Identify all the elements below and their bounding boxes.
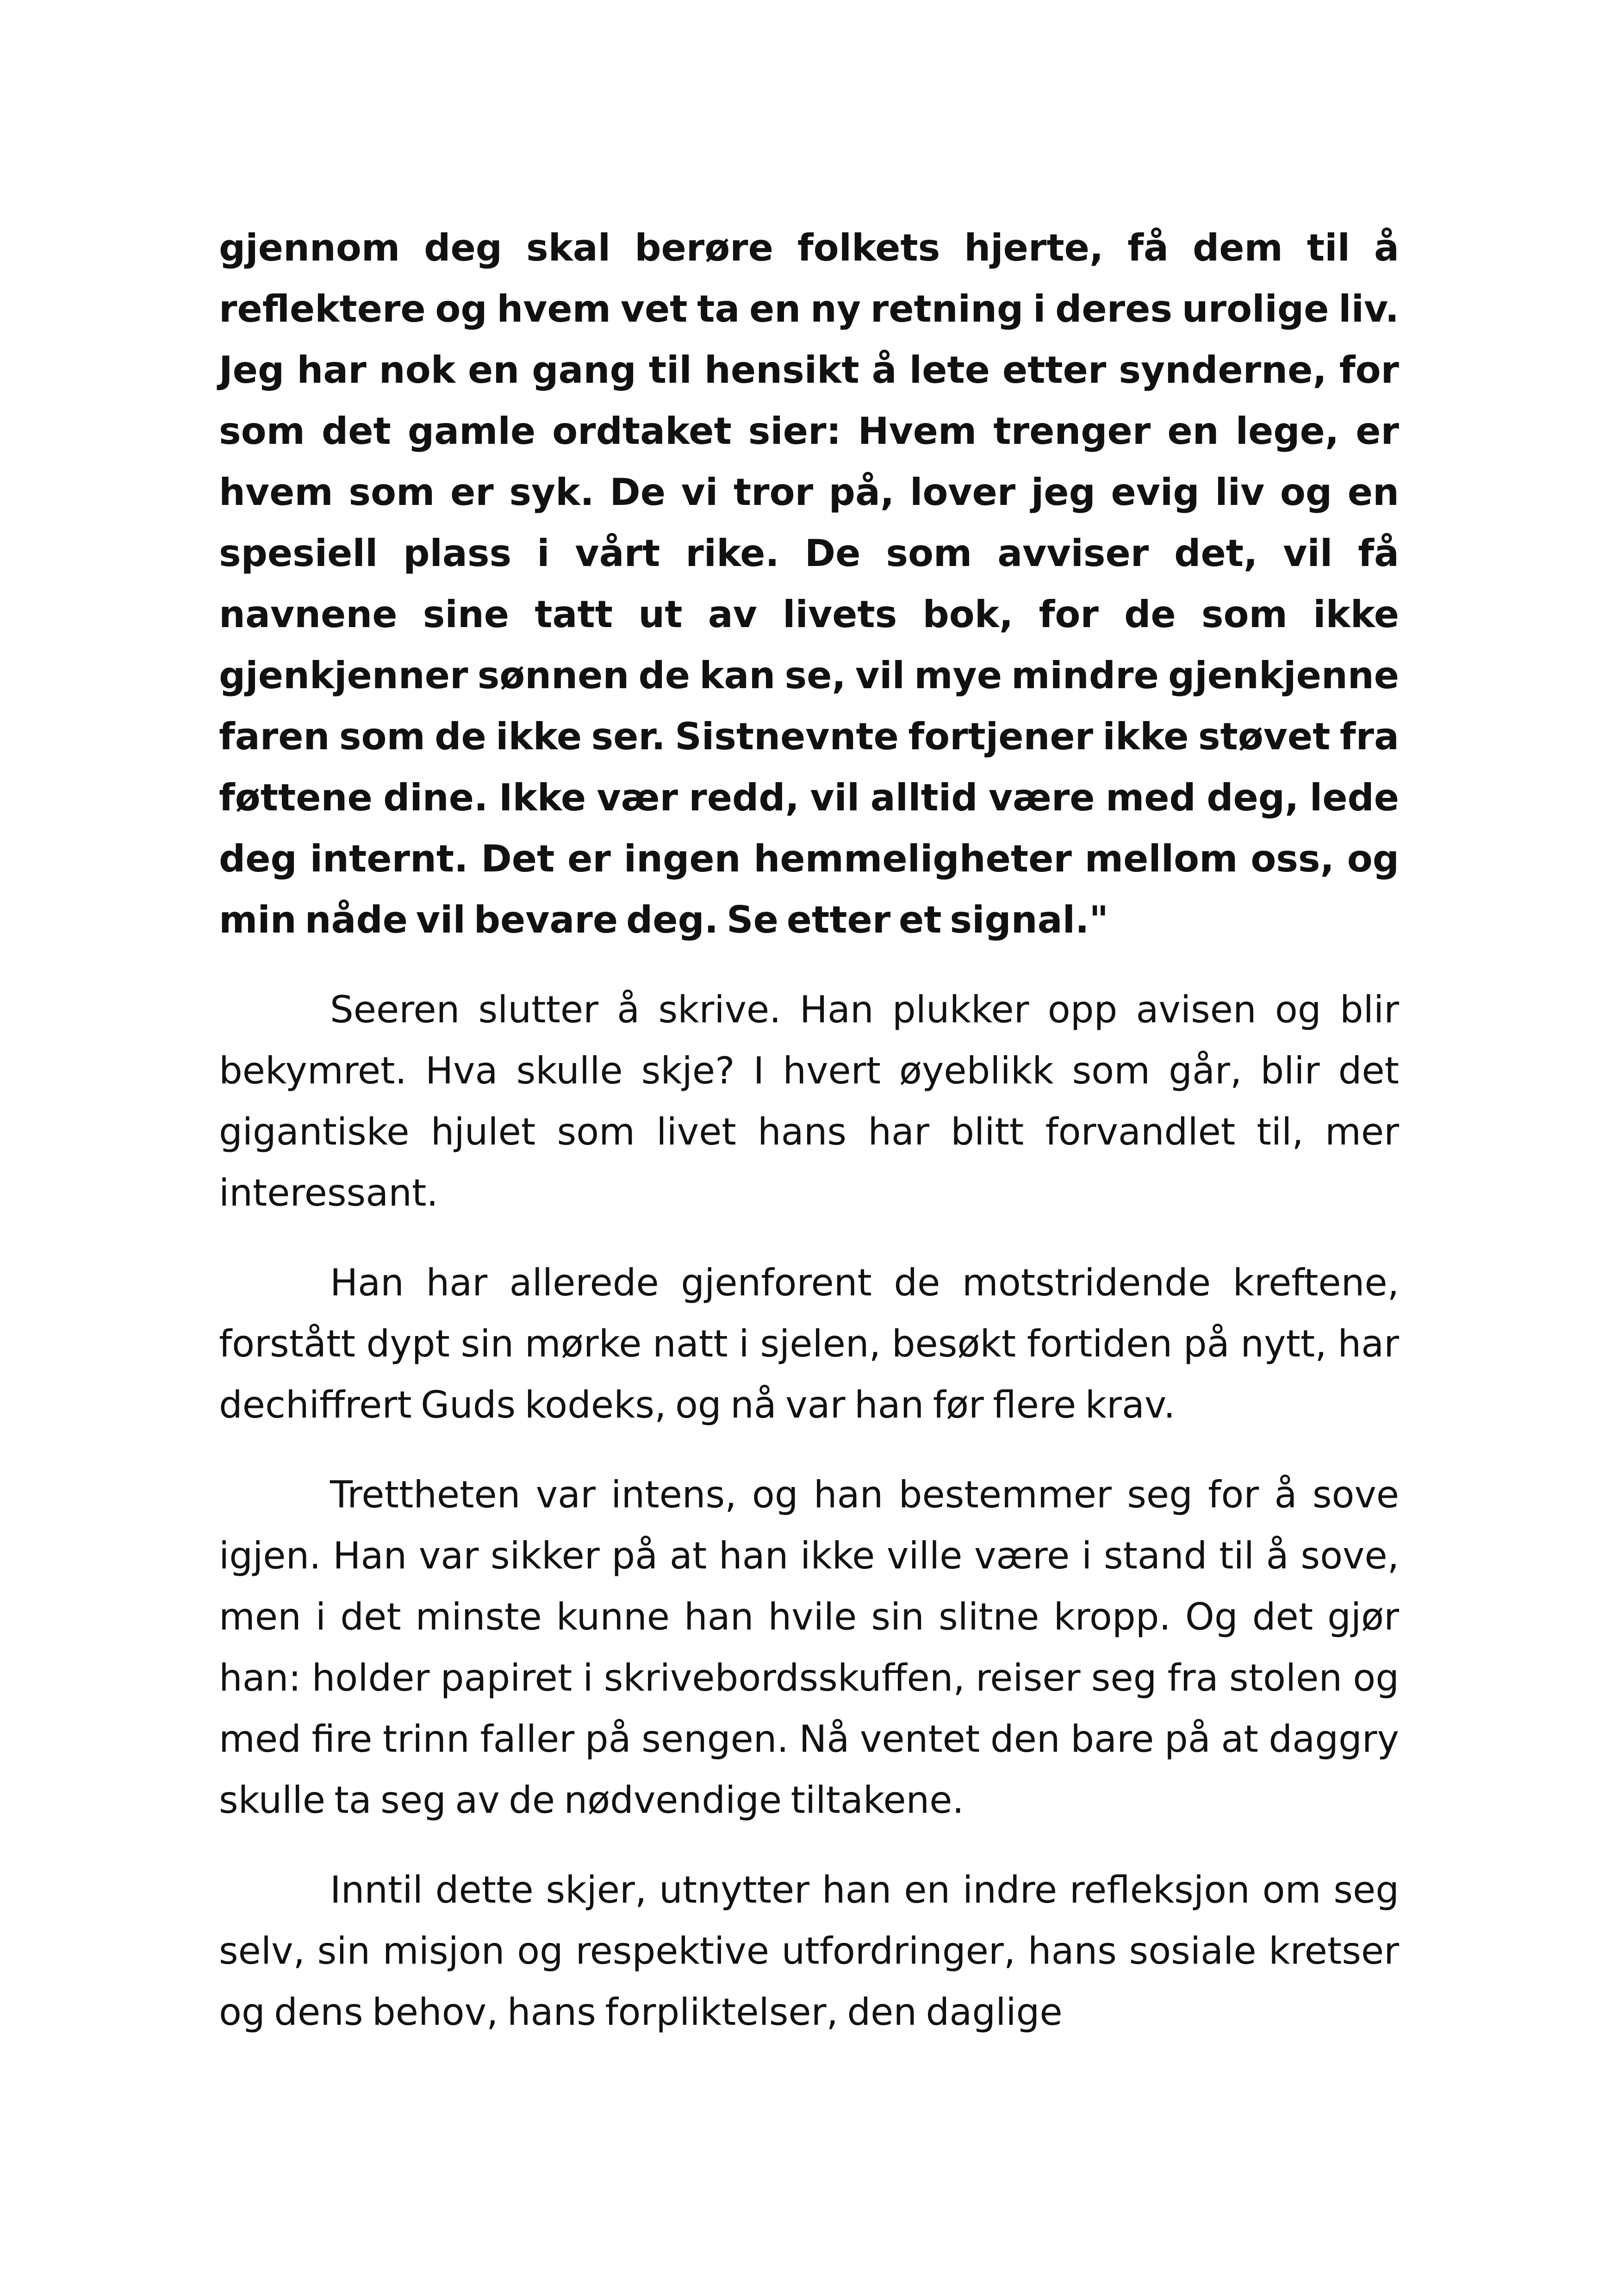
- paragraph-reunited-forces: Han har allerede gjenforent de motstridende kreftene, forstått dypt sin mørke natt i sjelen, besøkt fortiden på nytt, har dechiffrert Guds kodeks, og nå var han før flere krav.: [219, 1261, 1399, 1426]
- paragraph-seer-stops-writing: Seeren slutter å skrive. Han plukker opp avisen og blir bekymret. Hva skulle skje? I hvert øyeblikk som går, blir det gigantiske hjulet som livet hans har blitt forvandlet til, mer interessant.: [219, 988, 1399, 1214]
- paragraph-bold-quote: gjennom deg skal berøre folkets hjerte, få dem til å reflektere og hvem vet ta en ny retning i deres urolige liv. Jeg har nok en gang til hensikt å lete etter synderne, for som det gamle ordtaket sier: Hvem trenger en lege, er hvem som er syk. De vi tror på, lover jeg evig liv og en spesiell plass i vårt rike. De som avviser det, vil få navnene sine tatt ut av livets bok, for de som ikke gjenkjenner sønnen de kan se, vil mye mindre gjenkjenne faren som de ikke ser. Sistnevnte fortjener ikke støvet fra føttene dine. Ikke vær redd, vil alltid være med deg, lede deg internt. Det er ingen hemmeligheter mellom oss, og min nåde vil bevare deg. Se etter et signal.": [219, 226, 1399, 941]
- paragraph-tiredness: Trettheten var intens, og han bestemmer seg for å sove igjen. Han var sikker på at han ikke ville være i stand til å sove, men i det minste kunne han hvile sin slitne kropp. Og det gjør han: holder papiret i skrivebordsskuffen, reiser seg fra stolen og med fire trinn faller på sengen. Nå ventet den bare på at daggry skulle ta seg av de nødvendige tiltakene.: [219, 1473, 1399, 1822]
- paragraph-inner-reflection: Inntil dette skjer, utnytter han en indre refleksjon om seg selv, sin misjon og respektive utfordringer, hans sosiale kretser og dens behov, hans forpliktelser, den daglige: [219, 1868, 1399, 2034]
- body-text: [219, 218, 1399, 2043]
